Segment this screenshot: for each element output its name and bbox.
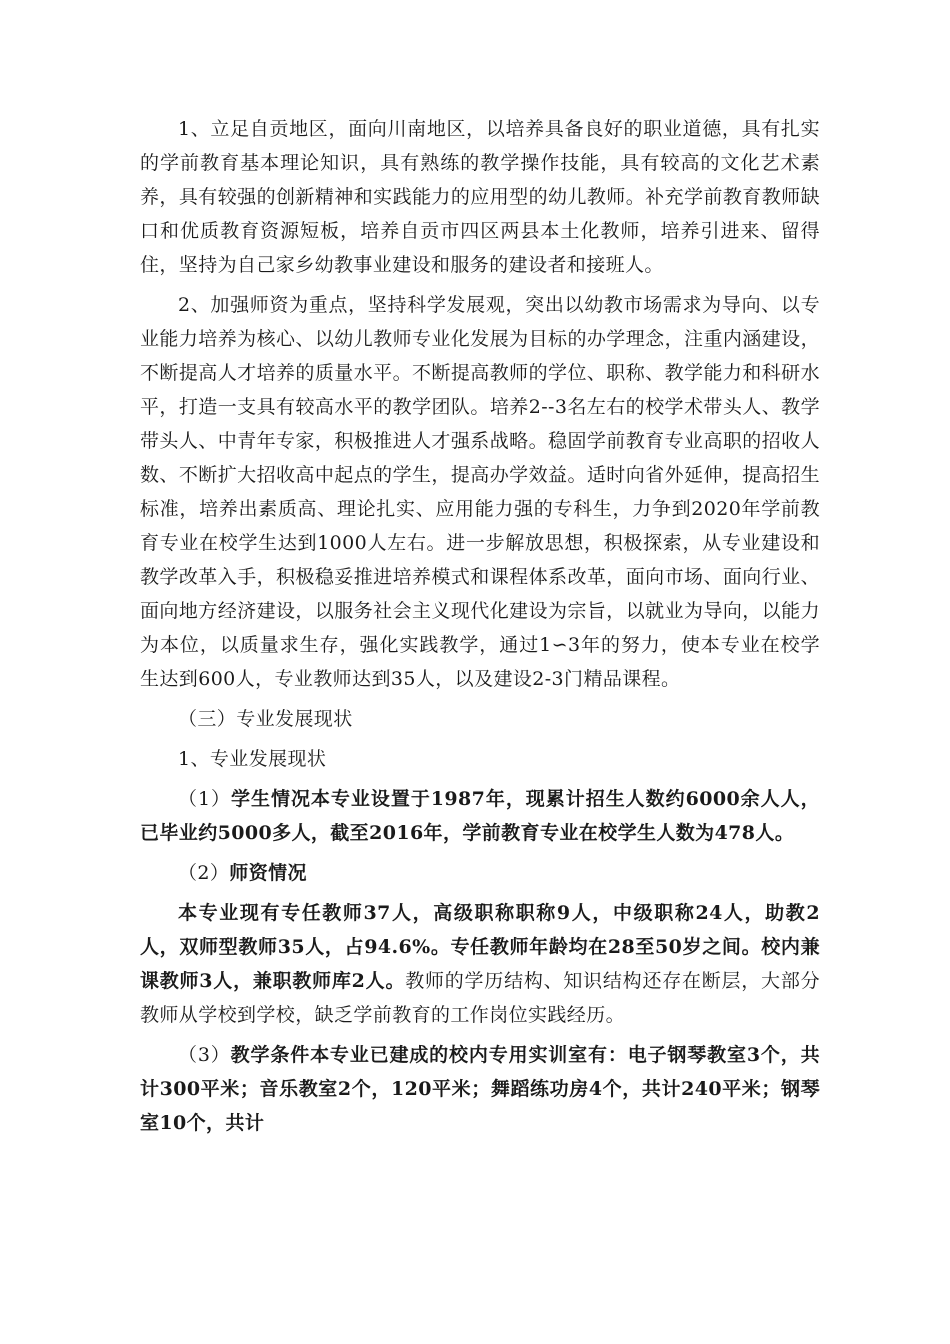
faculty-body-bold: 本专业现有专任教师37人，高级职称职称9人，中级职称24人，助教2人，双师型教师35人，占94.6%。专任教师年龄均在28至50岁之间。校内兼课教师3人，兼职教师库2人。 [140,902,820,992]
item-label-3: （3） [178,1044,231,1066]
paragraph-goal-1: 1、立足自贡地区，面向川南地区，以培养具备良好的职业道德，具有扎实的学前教育基本理论知识，具有熟练的教学操作技能，具有较高的文化艺术素养，具有较强的创新精神和实践能力的应用型的幼儿教师。补充学前教育教师缺口和优质教育资源短板，培养自贡市四区两县本土化教师，培养引进来、留得住，坚持为自己家乡幼教事业建设和服务的建设者和接班人。 [140,118,820,276]
students-text: 学生情况本专业设置于1987年，现累计招生人数约6000余人人，已毕业约5000多人，截至2016年，学前教育专业在校学生人数为478人。 [140,788,820,844]
item-label-2: （2） [178,862,230,884]
paragraph-faculty-heading [140,856,820,890]
paragraph-teaching-conditions [140,1038,820,1140]
item-label-1: （1） [178,788,232,810]
subsection-heading-1: 1、专业发展现状 [178,748,327,770]
section-heading-3: （三）专业发展现状 [178,708,353,730]
faculty-body-rest: 教师的学历结构、知识结构还存在断层，大部分教师从学校到学校，缺乏学前教育的工作岗位实践经历。 [140,970,821,1026]
document-page [140,112,820,1140]
faculty-title: 师资情况 [229,862,307,884]
paragraph-goal-2: 2、加强师资为重点，坚持科学发展观，突出以幼教市场需求为导向、以专业能力培养为核心、以幼儿教师专业化发展为目标的办学理念，注重内涵建设，不断提高人才培养的质量水平。不断提高教师的学位、职称、教学能力和科研水平，打造一支具有较高水平的教学团队。培养2--3名左右的校学术带头人、教学带头人、中青年专家，积极推进人才强系战略。稳固学前教育专业高职的招收人数、不断扩大招收高中起点的学生，提高办学效益。适时向省外延伸，提高招生标准，培养出素质高、理论扎实、应用能力强的专科生，力争到2020年学前教育专业在校学生达到1000人左右。进一步解放思想，积极探索，从专业建设和教学改革入手，积极稳妥推进培养模式和课程体系改革，面向市场、面向行业、面向地方经济建设，以服务社会主义现代化建设为宗旨，以就业为导向，以能力为本位，以质量求生存，强化实践教学，通过1∽3年的努力，使本专业在校学生达到600人，专业教师达到35人，以及建设2-3门精品课程。 [140,294,820,690]
teaching-conditions-text: 教学条件本专业已建成的校内专用实训室有：电子钢琴教室3个，共计300平米；音乐教室2个，120平米；舞蹈练功房4个，共计240平米；钢琴室10个，共计 [140,1044,820,1134]
paragraph-students [140,782,820,850]
paragraph-faculty-body [140,896,820,1032]
